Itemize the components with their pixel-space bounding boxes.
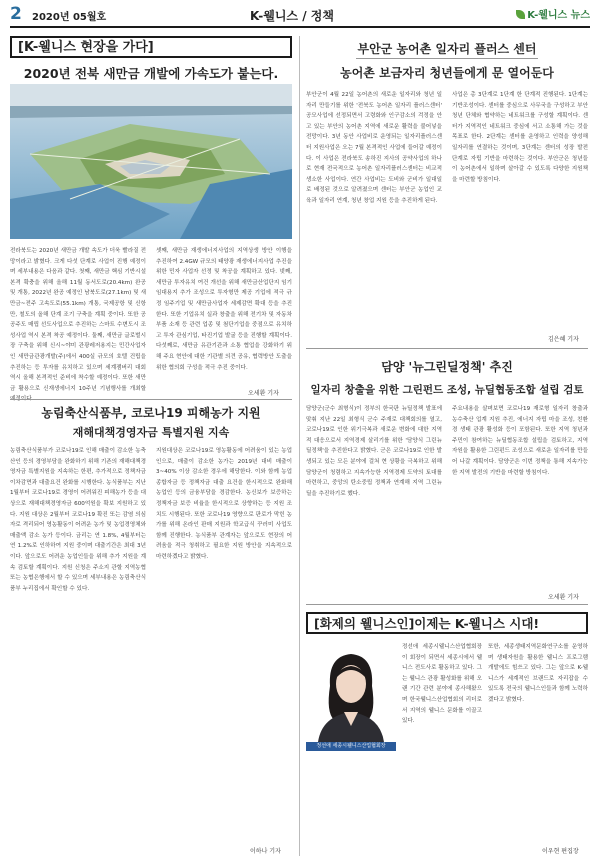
article-body-col2: 사업은 총 3단계로 1단계 한 단계적 진행된다. 1단계는 기반조성이다. 센터를 중심으로 사무국을 구성하고 부안 청년 단체와 협약하는 네트워크를 구성할 계획이다. 센터가 지역적인 네트워크 중심에 서고 소통해 가는 것을 목표로 한다. 2단계는 센터를 운영하고 인력을 양성해 일자리를 연결하는 것이며, 3단계는 센터의 성장 발전 단계로 자립 기반을 마련하는 것이다. 부안군은 청년들이 농어촌에서 일하며 살아갈 수 있도록 다양한 지원책을 마련할 방침이다. [452,92,588,183]
article-subtitle: 재해대책경영자금 특별지원 지속 [72,426,230,439]
article-body-col1: 부안군이 4월 22일 농어촌의 새로운 일자리와 청년 일자리 만들기를 위한 '전북도 농어촌 일자리 플러스센터' 공모사업에 선정되면서 고령화와 인구감소의 걱정을 안고 있는 부안의 농어촌 지역에 새로운 활력을 불어넣을 전망이다. 3년 동안 사업비로 운영되는 일자리플러스센터 지원사업은 오는 7월 본격적인 사업에 들어갈 예정이다. 이 사업은 전라북도 송하진 지사의 공약사업의 하나로 현재 전국적으로 농어촌 일자리플러스센터는 비교적 생소한 사업이다. 연간 사업비는 도비와 군비가 일대일로 배정된 것으로 알려졌으며 센터는 부안군 농업인 교육과 일자리 연계, 청년 창업 지원 등을 추진하게 된다. [306,92,442,204]
divider [10,399,292,400]
article-byline: 이우현 편집장 [542,848,579,855]
article-body-col1: 정선애 세종시웰니스산업협회장이 회장이 되면서 세종시에서 웰니스 전도사로 활동하고 있다. 그는 웰니스 관광 활성화를 위해 오랜 기간 관련 분야에 종사해왔으며 한국웰니스산업협회의 리더로서 지역의 웰니스 문화를 이끌고 있다. [402,644,482,725]
brand-logo [516,6,590,21]
article-body-col1: 담양군(군수 최형식)이 정부의 한국판 뉴딜정책 발표에 맞춰 지난 22일 최형식 군수 주재로 대책회의를 열고, 코로나19로 인한 위기극복과 새로운 변화에 대한 지역적 대응으로서 지역경제 살리기를 위한 '담양식 그린뉴딜정책'을 추진한다고 밝혔다. 군은 코로나19로 인한 발생되고 있는 모든 분야에 걸쳐 현 상황을 극복하고 위해 담양군이 청렴하고 지속가능한 지역경제 도약의 토대를 마련하고, 중앙의 탄소중립 정책과 연계해 지역 그린뉴딜을 추진하기로 했다. [306,406,442,497]
portrait-photo-icon [306,642,396,742]
divider [306,604,588,605]
article-subtitle: 일자리 창출을 위한 그린펀드 조성, 뉴딜협동조합 설립 검토 [310,384,584,396]
article-title: [화제의 웰니스인]이제는 K-웰니스 시대! [306,612,588,634]
page-number: 2 [10,4,22,24]
brand-name: K-웰니스 뉴스 [527,10,590,21]
photo-caption: 정선애 세종시웰니스산업협회장 [306,742,396,751]
article-subtitle: 2020년 전북 새만금 개발에 가속도가 붙는다. [23,66,279,81]
article-body-col1: 전라북도는 2020년 새만금 개발 속도가 더욱 빨라질 전망이라고 밝혔다. 크게 다섯 단계로 사업이 진행 예정이며 세부내용은 다음과 같다. 첫째, 새만금 핵심 기반시설 본격 확충을 위해 올해 11월 동서도로(20.4km) 완공 및 개통, 2022년 완공 예정인 남북도로(27.1km) 및 새만금~전주 고속도로(55.1km) 개통, 국제공항 및 신항만, 철도의 올해 단계 조기 구축을 계획 중이다. 또한 공공주도 매립 선도사업으로 추진하는 스마트 수변도시 조성사업 역시 본격 착공 예정이다. 둘째, 새만금 글로벌시장 구축을 위해 신시~야미 관광레저용지는 민간사업자인 새만금관광개발(주)에서 400실 규모의 호텔 건립을 추진하는 등 투자를 유치하고 있으며 세계잼버리 대회 역시 올해 본격적인 준비에 착수할 예정이다. 또한 새만금 활용으로 신재생에너지 10주년 기념행사를 개최할 [10,248,146,392]
article-body-col2: 지원대상은 코로나19로 영농활동에 어려움이 있는 농업인으로, 매출이 감소한 농가는 2019년 대비 매출이 3~40% 이상 감소한 경우에 해당한다. 이와 함께 농업종합자금 등 정책자금 대출 요건을 한시적으로 완화해 농업인 등의 금융부담을 경감한다. 농신보가 보증하는 정책자금 보증 비율을 한시적으로 상향하는 등 지원 조치도 시행된다. 또한 코로나19 영향으로 판로가 막힌 농가를 위해 온라인 판매 지원과 학교급식 꾸러미 사업도 함께 진행한다. 농식품부 관계자는 앞으로도 현장의 어려움을 적극 청취하고 필요한 지원 방안을 지속적으로 마련하겠다고 밝혔다. [156,448,292,560]
article-byline: 이하나 기자 [250,848,281,855]
article-body-col2: 셋째, 새만금 재생에너지사업의 지역상생 방안 이행을 추진하여 2.4GW 규모의 태양광 재생에너지사업 추진을 위한 민자 사업자 선정 및 착공을 계획하고 있다. 넷째, 새만금 투자유치 여건 개선을 위해 새만금산업단지 임기임대용지 추가 조성으로 투자형만 제공 기업에 적극 규정 임주기업 및 새만금사업자 세제감면 확대 등을 추진한다. 또한 기업유치 실과 창출을 위해 전기차 및 자동차부품 소재 등 관련 업종 및 첨단기업을 중점으로 유치하고 투자 관심기업, 타진기업 발굴 등을 진행할 계획이다. 다섯째로, 새만금 유관기관과 소통 협업을 강화하기 위해 주요 현안에 대한 기관별 의견 공유, 협력방안 도출을 위한 협의회 구성을 적극 추진 중이다. [156,248,292,371]
article-byline: 오세환 기자 [548,594,579,601]
article-subtitle: 농어촌 보금자리 청년들에게 문 열어둔다 [340,66,554,80]
article-body-col1: 농림축산식품부가 코로나19로 인해 매출이 감소한 농축산인 등의 경영부담을 완화하기 위해 기존의 재해대책경영자금 특별지원을 지속하는 한편, 추가적으로 정책자금 이차감면과 대출요건 완화를 시행한다. 농식품부는 지난 1월부터 코로나19로 경영이 어려워진 피해농가 등을 대상으로 재해대책경영자금 600억원을 확보 지원하고 있다. 지원 대상은 2월부터 코로나19 확진 또는 감염 의심자로 격리되어 영농활동이 어려운 농가 및 농업경영체와 매출액 감소 농가 등이다. 금리는 연 1.8%, 4월부터는 연 1.2%로 인하하여 지원 중이며 대출기간은 최대 3년이다. 앞으로도 어려운 농업인들을 위해 추가 지원을 계속 검토할 계획이다. 지원 신청은 주소지 관할 지역농협 또는 농협은행에서 할 수 있으며 세부내용은 농림축산식품부 누리집에서 확인할 수 있다. [10,448,146,592]
leaf-icon [516,10,525,19]
aerial-photo-icon [10,84,292,239]
article-body-col2: 주요내용을 살펴보면 코로나19 재로형 일자리 창출과 농수축산 업계 지원 추진, 에너지 자립 마을 조성, 친환경 생태 관광 활성화 등이 포함된다. 또한 지역 청년과 주민이 참여하는 뉴딜협동조합 설립을 검토하고, 지역 자원을 활용한 그린펀드 조성으로 새로운 일자리를 만들어 나갈 계획이다. 담양군은 이번 정책을 통해 지속가능한 지역 발전의 기반을 마련할 방침이다. [452,406,588,476]
section-title: K-웰니스 / 정책 [250,9,334,23]
article-title: [K-웰니스 현장을 가다] [10,36,292,58]
article-byline: 김은혜 기자 [548,336,579,343]
article-body-col2: 또한, 세종생태지역문화연구소를 운영하며 생태자원을 활용한 웰니스 프로그램 개발에도 힘쓰고 있다. 그는 앞으로 K-웰니스가 세계적인 브랜드로 자리잡을 수 있도록 전국의 웰니스인들과 함께 노력하겠다고 밝혔다. [488,644,588,703]
column-divider [299,36,300,856]
article-title: 부안군 농어촌 일자리 플러스 센터 [357,42,537,56]
divider [356,58,538,59]
article-title: 담양 '뉴그린딜정책' 추진 [381,360,513,374]
article-title: 농림축산식품부, 코로나19 피해농가 지원 [41,406,261,420]
page-header [10,4,590,28]
divider [306,348,588,349]
article-byline: 오세환 기자 [248,390,279,397]
issue-date: 2020년 05월호 [32,12,107,23]
